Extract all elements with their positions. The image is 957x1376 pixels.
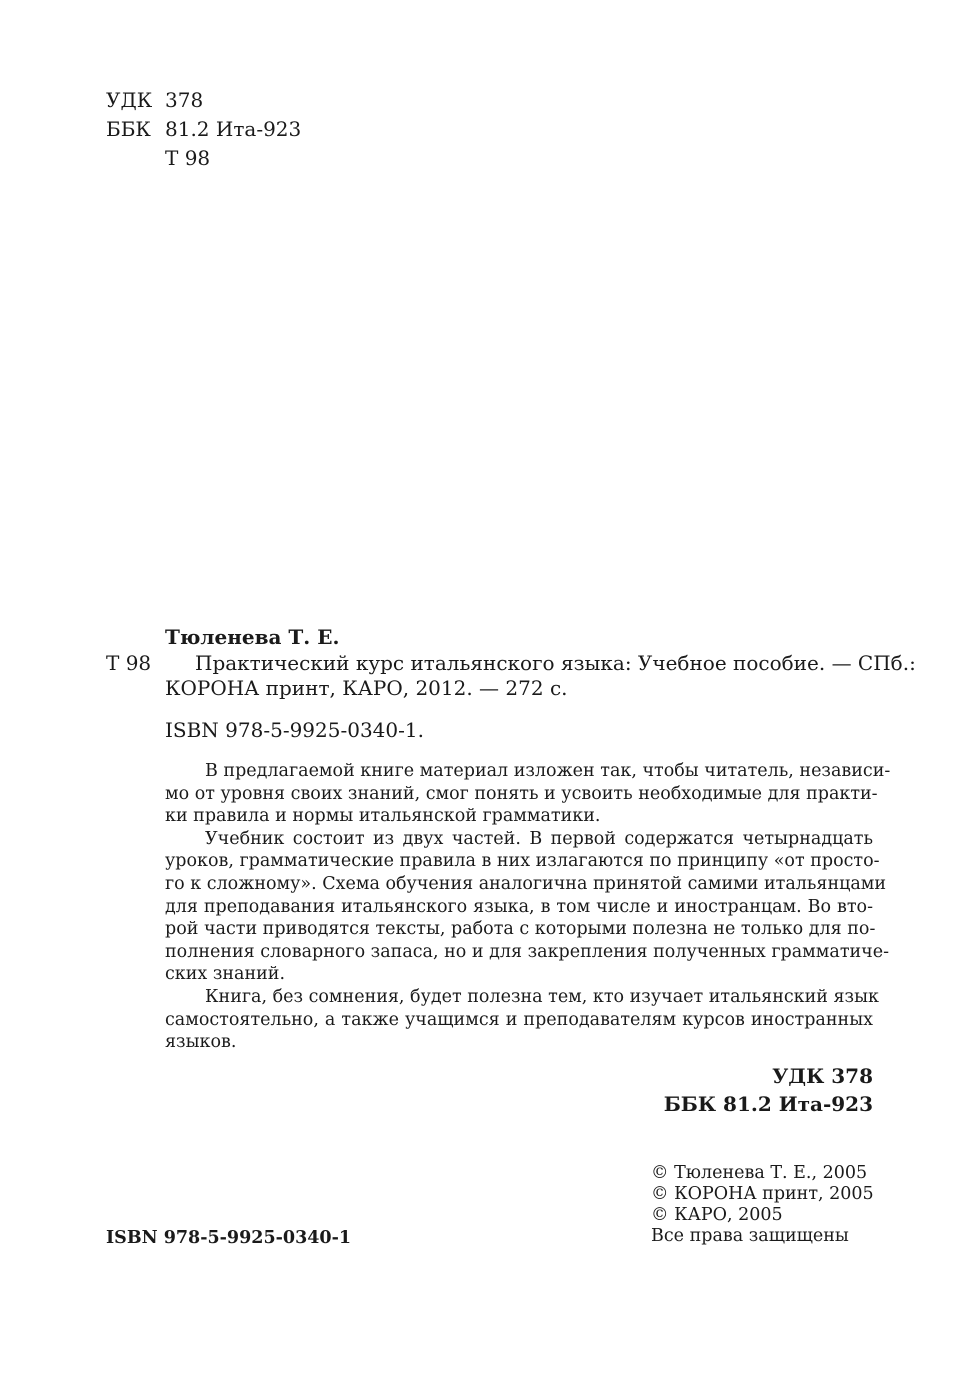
udk-value: 378 — [165, 88, 204, 112]
abstract-line: полнения словарного запаса, но и для закрепления полученных грамматиче- — [165, 941, 890, 962]
author-name: Тюленева Т. Е. — [165, 625, 340, 649]
bbk-value: 81.2 Ита-923 — [165, 117, 302, 141]
abstract-paragraph-3 — [165, 986, 879, 1054]
abstract-line: Учебник состоит из двух частей. В первой содержатся четырнадцать — [205, 828, 873, 849]
isbn-bottom: ISBN 978-5-9925-0340-1 — [106, 1228, 352, 1248]
abstract-line: самостоятельно, а также учащимся и преподавателям курсов иностранных — [165, 1009, 873, 1030]
copyright-korona: © КОРОНА принт, 2005 — [651, 1184, 874, 1204]
abstract-line: рой части приводятся тексты, работа с которыми полезна не только для по- — [165, 919, 876, 940]
abstract-line: го к сложному». Схема обучения аналогична принятой самими итальянцами — [165, 873, 887, 894]
classification-top — [106, 86, 406, 176]
abstract-line: для преподавания итальянского языка, в том числе и иностранцам. Во вто- — [165, 896, 873, 917]
copyright-block — [651, 1163, 874, 1247]
abstract-paragraph-1 — [165, 760, 891, 828]
abstract — [165, 760, 891, 1054]
record-isbn: ISBN 978-5-9925-0340-1. — [165, 718, 424, 742]
udk-label: УДК — [106, 88, 153, 112]
abstract-line: ских знаний. — [165, 964, 286, 985]
copyright-karo: © КАРО, 2005 — [651, 1205, 783, 1225]
rights-reserved: Все права защищены — [651, 1226, 849, 1246]
bbk-bottom: ББК 81.2 Ита-923 — [663, 1092, 873, 1116]
bbk-label: ББК — [106, 117, 151, 141]
abstract-line: В предлагаемой книге материал изложен так, чтобы читатель, независи- — [205, 761, 891, 781]
reference-line-1: Практический курс итальянского языка: Учебное пособие. — СПб.: — [195, 651, 916, 675]
reference-line-2: КОРОНА принт, КАРО, 2012. — 272 с. — [165, 676, 568, 700]
abstract-line: языков. — [165, 1032, 237, 1053]
record-cutter: Т 98 — [106, 651, 152, 675]
udk-bottom: УДК 378 — [772, 1064, 873, 1088]
abstract-paragraph-2 — [165, 828, 890, 986]
cutter-number: Т 98 — [165, 146, 211, 170]
classification-bottom — [664, 1062, 873, 1118]
abstract-line: ки правила и нормы итальянской грамматики. — [165, 806, 601, 827]
copyright-author: © Тюленева Т. Е., 2005 — [651, 1163, 868, 1183]
abstract-line: мо от уровня своих знаний, смог понять и усвоить необходимые для практи- — [165, 783, 878, 804]
abstract-line: уроков, грамматические правила в них излагаются по принципу «от просто- — [165, 851, 880, 872]
abstract-line: Книга, без сомнения, будет полезна тем, кто изучает итальянский язык — [205, 986, 879, 1007]
